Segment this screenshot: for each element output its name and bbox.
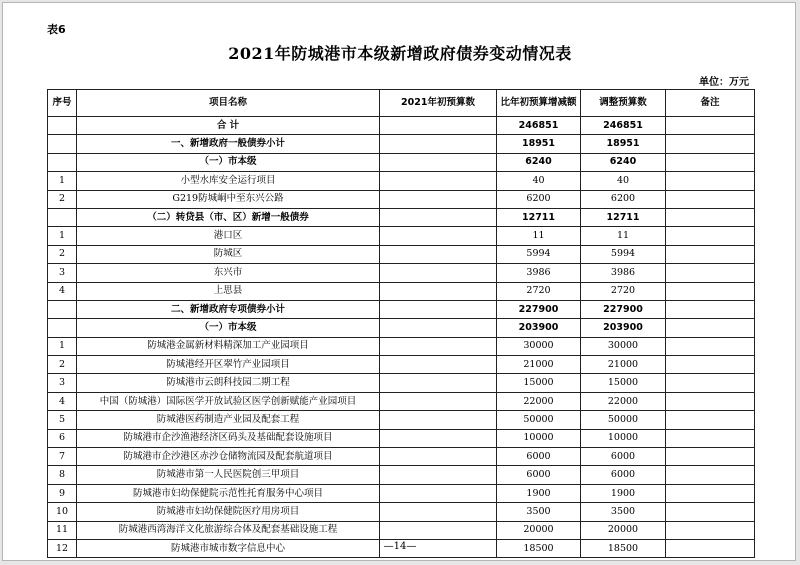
table-row <box>48 227 755 245</box>
row-seq-cell: 5 <box>48 411 77 429</box>
row-adjusted-budget-cell: 1900 <box>581 484 666 502</box>
row-adjusted-budget-cell: 18500 <box>581 539 666 557</box>
row-initial-budget-cell <box>380 282 497 300</box>
row-initial-budget-cell <box>380 135 497 153</box>
table-row <box>48 356 755 374</box>
row-note-cell <box>666 521 755 539</box>
table-row <box>48 503 755 521</box>
row-note-cell <box>666 135 755 153</box>
row-note-cell <box>666 153 755 171</box>
row-project-name-cell: 防城港经开区翠竹产业园项目 <box>77 356 380 374</box>
row-adjusted-budget-cell: 6000 <box>581 448 666 466</box>
row-initial-budget-cell <box>380 117 497 135</box>
row-project-name-cell: 中国（防城港）国际医学开放试验区医学创新赋能产业园项目 <box>77 392 380 410</box>
row-change-cell: 18500 <box>497 539 581 557</box>
row-adjusted-budget-cell: 2720 <box>581 282 666 300</box>
row-adjusted-budget-cell: 21000 <box>581 356 666 374</box>
row-initial-budget-cell <box>380 466 497 484</box>
row-initial-budget-cell <box>380 521 497 539</box>
row-seq-cell <box>48 300 77 318</box>
row-seq-cell: 4 <box>48 392 77 410</box>
row-initial-budget-cell <box>380 264 497 282</box>
table-row <box>48 264 755 282</box>
row-seq-cell <box>48 153 77 171</box>
row-initial-budget-cell <box>380 411 497 429</box>
row-adjusted-budget-cell: 20000 <box>581 521 666 539</box>
row-seq-cell: 7 <box>48 448 77 466</box>
page-title: 2021年防城港市本级新增政府债券变动情况表 <box>228 44 572 63</box>
row-project-name-cell: 防城港西湾海洋文化旅游综合体及配套基础设施工程 <box>77 521 380 539</box>
row-initial-budget-cell <box>380 484 497 502</box>
row-seq-cell: 3 <box>48 374 77 392</box>
table-row <box>48 374 755 392</box>
row-adjusted-budget-cell: 6240 <box>581 153 666 171</box>
row-change-cell: 20000 <box>497 521 581 539</box>
row-change-cell: 12711 <box>497 208 581 226</box>
row-initial-budget-cell <box>380 429 497 447</box>
row-initial-budget-cell <box>380 319 497 337</box>
header-change: 比年初预算增减额 <box>497 90 581 117</box>
row-seq-cell: 3 <box>48 264 77 282</box>
row-change-cell: 3986 <box>497 264 581 282</box>
table-row <box>48 466 755 484</box>
row-note-cell <box>666 411 755 429</box>
row-change-cell: 203900 <box>497 319 581 337</box>
row-change-cell: 6240 <box>497 153 581 171</box>
row-note-cell <box>666 245 755 263</box>
row-initial-budget-cell <box>380 374 497 392</box>
row-project-name-cell: 港口区 <box>77 227 380 245</box>
row-project-name-cell: 防城港市云朗科技园二期工程 <box>77 374 380 392</box>
row-change-cell: 11 <box>497 227 581 245</box>
row-seq-cell <box>48 208 77 226</box>
row-change-cell: 10000 <box>497 429 581 447</box>
row-adjusted-budget-cell: 6200 <box>581 190 666 208</box>
row-change-cell: 30000 <box>497 337 581 355</box>
row-adjusted-budget-cell: 3986 <box>581 264 666 282</box>
budget-table <box>47 89 755 558</box>
row-initial-budget-cell <box>380 337 497 355</box>
row-project-name-cell: 东兴市 <box>77 264 380 282</box>
row-note-cell <box>666 337 755 355</box>
row-project-name-cell: 二、新增政府专项债券小计 <box>77 300 380 318</box>
row-initial-budget-cell <box>380 392 497 410</box>
row-change-cell: 18951 <box>497 135 581 153</box>
row-project-name-cell: G219防城峒中至东兴公路 <box>77 190 380 208</box>
row-adjusted-budget-cell: 12711 <box>581 208 666 226</box>
row-note-cell <box>666 208 755 226</box>
row-seq-cell: 10 <box>48 503 77 521</box>
row-project-name-cell: 防城港医药制造产业园及配套工程 <box>77 411 380 429</box>
table-label: 表6 <box>47 23 66 36</box>
row-note-cell <box>666 503 755 521</box>
row-project-name-cell: 防城港市企沙港区赤沙仓储物流园及配套航道项目 <box>77 448 380 466</box>
row-change-cell: 227900 <box>497 300 581 318</box>
document-page <box>2 2 796 561</box>
row-adjusted-budget-cell: 203900 <box>581 319 666 337</box>
row-adjusted-budget-cell: 40 <box>581 172 666 190</box>
table-row <box>48 135 755 153</box>
header-project-name: 项目名称 <box>77 90 380 117</box>
row-change-cell: 3500 <box>497 503 581 521</box>
row-seq-cell: 8 <box>48 466 77 484</box>
row-change-cell: 6000 <box>497 448 581 466</box>
row-note-cell <box>666 356 755 374</box>
row-note-cell <box>666 190 755 208</box>
row-initial-budget-cell <box>380 448 497 466</box>
row-seq-cell: 1 <box>48 227 77 245</box>
row-project-name-cell: 防城港市企沙渔港经济区码头及基础配套设施项目 <box>77 429 380 447</box>
row-project-name-cell: 防城港市第一人民医院创三甲项目 <box>77 466 380 484</box>
row-change-cell: 2720 <box>497 282 581 300</box>
row-note-cell <box>666 319 755 337</box>
row-note-cell <box>666 300 755 318</box>
row-initial-budget-cell <box>380 300 497 318</box>
row-initial-budget-cell <box>380 503 497 521</box>
table-row <box>48 448 755 466</box>
row-note-cell <box>666 264 755 282</box>
row-note-cell <box>666 172 755 190</box>
page-number: —14— <box>383 541 417 552</box>
row-project-name-cell: （一）市本级 <box>77 153 380 171</box>
row-change-cell: 40 <box>497 172 581 190</box>
row-change-cell: 15000 <box>497 374 581 392</box>
row-note-cell <box>666 282 755 300</box>
row-change-cell: 21000 <box>497 356 581 374</box>
row-adjusted-budget-cell: 30000 <box>581 337 666 355</box>
table-row <box>48 392 755 410</box>
row-project-name-cell: 一、新增政府一般债券小计 <box>77 135 380 153</box>
table-row <box>48 521 755 539</box>
row-adjusted-budget-cell: 15000 <box>581 374 666 392</box>
row-change-cell: 6000 <box>497 466 581 484</box>
table-row <box>48 411 755 429</box>
row-change-cell: 22000 <box>497 392 581 410</box>
row-adjusted-budget-cell: 5994 <box>581 245 666 263</box>
row-project-name-cell: （二）转贷县（市、区）新增一般债券 <box>77 208 380 226</box>
row-seq-cell <box>48 117 77 135</box>
row-note-cell <box>666 392 755 410</box>
row-change-cell: 6200 <box>497 190 581 208</box>
row-adjusted-budget-cell: 50000 <box>581 411 666 429</box>
row-note-cell <box>666 448 755 466</box>
row-seq-cell: 4 <box>48 282 77 300</box>
row-note-cell <box>666 429 755 447</box>
row-adjusted-budget-cell: 227900 <box>581 300 666 318</box>
row-initial-budget-cell <box>380 172 497 190</box>
unit-label: 单位：万元 <box>699 77 749 88</box>
table-row <box>48 117 755 135</box>
row-note-cell <box>666 466 755 484</box>
row-change-cell: 50000 <box>497 411 581 429</box>
row-adjusted-budget-cell: 246851 <box>581 117 666 135</box>
row-project-name-cell: （一）市本级 <box>77 319 380 337</box>
row-project-name-cell: 合 计 <box>77 117 380 135</box>
row-project-name-cell: 防城港市妇幼保健院医疗用房项目 <box>77 503 380 521</box>
row-initial-budget-cell <box>380 356 497 374</box>
row-seq-cell: 2 <box>48 190 77 208</box>
table-row <box>48 245 755 263</box>
row-initial-budget-cell <box>380 245 497 263</box>
row-adjusted-budget-cell: 22000 <box>581 392 666 410</box>
row-adjusted-budget-cell: 10000 <box>581 429 666 447</box>
table-row <box>48 484 755 502</box>
row-change-cell: 5994 <box>497 245 581 263</box>
row-seq-cell: 11 <box>48 521 77 539</box>
row-seq-cell: 2 <box>48 356 77 374</box>
row-note-cell <box>666 374 755 392</box>
row-project-name-cell: 防城港市妇幼保健院示范性托育服务中心项目 <box>77 484 380 502</box>
row-seq-cell: 12 <box>48 539 77 557</box>
table-row <box>48 429 755 447</box>
header-note: 备注 <box>666 90 755 117</box>
row-adjusted-budget-cell: 3500 <box>581 503 666 521</box>
row-seq-cell: 2 <box>48 245 77 263</box>
table-row <box>48 190 755 208</box>
row-note-cell <box>666 117 755 135</box>
row-project-name-cell: 小型水库安全运行项目 <box>77 172 380 190</box>
row-initial-budget-cell <box>380 208 497 226</box>
row-note-cell <box>666 484 755 502</box>
row-initial-budget-cell <box>380 190 497 208</box>
row-seq-cell <box>48 135 77 153</box>
table-row <box>48 153 755 171</box>
row-seq-cell: 9 <box>48 484 77 502</box>
row-project-name-cell: 防城港市城市数字信息中心 <box>77 539 380 557</box>
row-project-name-cell: 上思县 <box>77 282 380 300</box>
row-initial-budget-cell <box>380 153 497 171</box>
row-initial-budget-cell <box>380 227 497 245</box>
row-change-cell: 246851 <box>497 117 581 135</box>
table-row <box>48 337 755 355</box>
header-seq: 序号 <box>48 90 77 117</box>
row-seq-cell: 1 <box>48 172 77 190</box>
row-adjusted-budget-cell: 11 <box>581 227 666 245</box>
table-row <box>48 300 755 318</box>
row-project-name-cell: 防城区 <box>77 245 380 263</box>
table-header-row <box>48 90 755 117</box>
row-project-name-cell: 防城港金属新材料精深加工产业园项目 <box>77 337 380 355</box>
table-row <box>48 172 755 190</box>
row-seq-cell: 1 <box>48 337 77 355</box>
header-initial-budget: 2021年初预算数 <box>380 90 497 117</box>
row-seq-cell <box>48 319 77 337</box>
row-seq-cell: 6 <box>48 429 77 447</box>
row-change-cell: 1900 <box>497 484 581 502</box>
table-row <box>48 208 755 226</box>
table-row <box>48 282 755 300</box>
row-adjusted-budget-cell: 18951 <box>581 135 666 153</box>
header-adjusted-budget: 调整预算数 <box>581 90 666 117</box>
row-adjusted-budget-cell: 6000 <box>581 466 666 484</box>
table-row <box>48 319 755 337</box>
row-note-cell <box>666 227 755 245</box>
